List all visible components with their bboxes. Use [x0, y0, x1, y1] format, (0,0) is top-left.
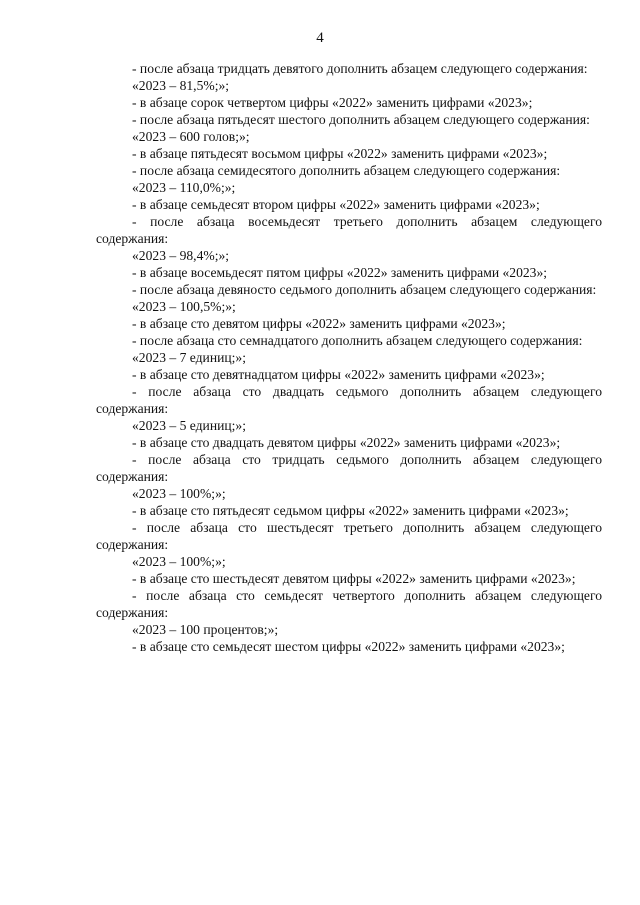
amendment-paragraph: - после абзаца сто семнадцатого дополнить абзацем следующего содержания: [132, 333, 583, 348]
amendment-paragraph: - в абзаце сто двадцать девятом цифры «2022» заменить цифрами «2023»; [132, 435, 561, 450]
amendment-paragraph: - в абзаце восемьдесят пятом цифры «2022» заменить цифрами «2023»; [132, 265, 548, 280]
inserted-text-paragraph: «2023 – 600 голов;»; [132, 129, 250, 144]
inserted-text-paragraph: «2023 – 100,5%;»; [132, 299, 236, 314]
document-body [96, 60, 602, 655]
amendment-paragraph: - в абзаце сто девятом цифры «2022» заменить цифрами «2023»; [132, 316, 506, 331]
amendment-paragraph: - после абзаца семидесятого дополнить абзацем следующего содержания: [132, 163, 561, 178]
inserted-text-paragraph: «2023 – 7 единиц;»; [132, 350, 246, 365]
inserted-text-paragraph: «2023 – 110,0%;»; [132, 180, 236, 195]
amendment-paragraph: - в абзаце сорок четвертом цифры «2022» заменить цифрами «2023»; [132, 95, 533, 110]
amendment-paragraph: - в абзаце сто девятнадцатом цифры «2022» заменить цифрами «2023»; [132, 367, 545, 382]
inserted-text-paragraph: «2023 – 81,5%;»; [132, 78, 230, 93]
amendment-paragraph: - в абзаце семьдесят втором цифры «2022» заменить цифрами «2023»; [132, 197, 540, 212]
amendment-paragraph: - в абзаце пятьдесят восьмом цифры «2022» заменить цифрами «2023»; [132, 146, 548, 161]
amendment-paragraph: - после абзаца тридцать девятого дополнить абзацем следующего содержания: [132, 61, 588, 76]
inserted-text-paragraph: «2023 – 100 процентов;»; [132, 622, 279, 637]
amendment-paragraph: - после абзаца девяносто седьмого дополнить абзацем следующего содержания: [132, 282, 597, 297]
inserted-text-paragraph: «2023 – 100%;»; [132, 554, 226, 569]
amendment-paragraph: - в абзаце сто шестьдесят девятом цифры «2022» заменить цифрами «2023»; [132, 571, 576, 586]
amendment-paragraph: - после абзаца сто семьдесят четвертого дополнить абзацем следующего содержания: [96, 588, 602, 620]
amendment-paragraph: - после абзаца восемьдесят третьего дополнить абзацем следующего содержания: [96, 214, 602, 246]
page-number: 4 [316, 30, 324, 46]
inserted-text-paragraph: «2023 – 98,4%;»; [132, 248, 230, 263]
amendment-paragraph: - после абзаца сто шестьдесят третьего дополнить абзацем следующего содержания: [96, 520, 602, 552]
inserted-text-paragraph: «2023 – 100%;»; [132, 486, 226, 501]
amendment-paragraph: - после абзаца сто двадцать седьмого дополнить абзацем следующего содержания: [96, 384, 602, 416]
amendment-paragraph: - в абзаце сто пятьдесят седьмом цифры «2022» заменить цифрами «2023»; [132, 503, 569, 518]
amendment-paragraph: - после абзаца пятьдесят шестого дополнить абзацем следующего содержания: [132, 112, 590, 127]
inserted-text-paragraph: «2023 – 5 единиц;»; [132, 418, 246, 433]
amendment-paragraph: - в абзаце сто семьдесят шестом цифры «2022» заменить цифрами «2023»; [132, 639, 565, 654]
amendment-paragraph: - после абзаца сто тридцать седьмого дополнить абзацем следующего содержания: [96, 452, 602, 484]
